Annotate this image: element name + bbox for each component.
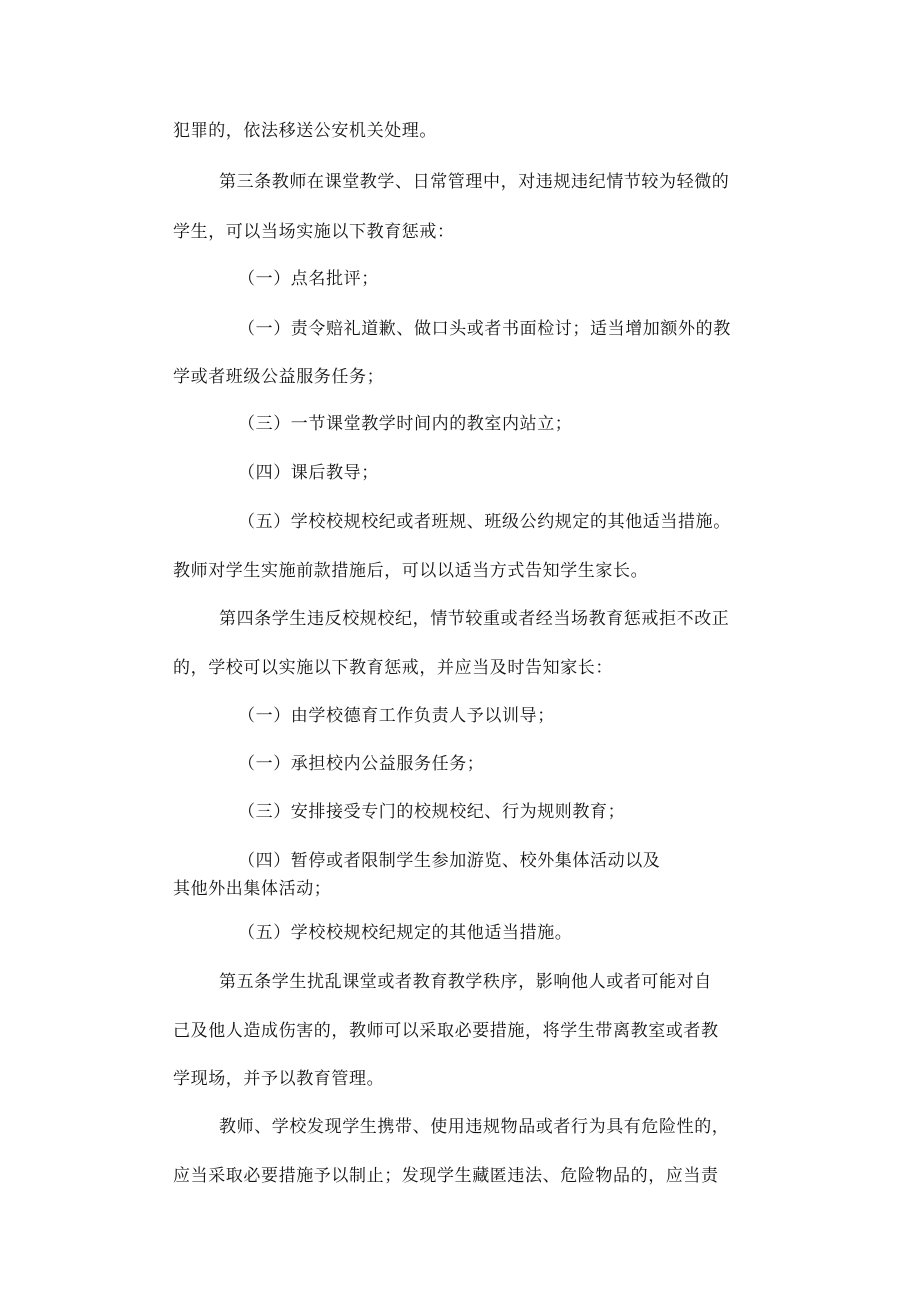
list-item: （三）安排接受专门的校规校纪、行为规则教育；	[238, 802, 626, 822]
list-item: （四）暂停或者限制学生参加游览、校外集体活动以及	[238, 851, 661, 871]
list-item: （三）一节课堂教学时间内的教室内站立；	[238, 414, 573, 434]
list-item: （一）点名批评；	[238, 269, 379, 289]
paragraph-line: 教师对学生实施前款措施后，可以以适当方式告知学生家长。	[173, 561, 649, 581]
list-item: （一）由学校德育工作负责人予以训导；	[238, 706, 555, 726]
paragraph-line: 其他外出集体活动；	[173, 879, 332, 899]
paragraph-line: 己及他人造成伤害的，教师可以采取必要措施，将学生带离教室或者教	[173, 1021, 719, 1041]
paragraph-line: 第四条学生违反校规校纪，情节较重或者经当场教育惩戒拒不改正	[219, 609, 730, 629]
paragraph-line: 第三条教师在课堂教学、日常管理中，对违规违纪情节较为轻微的	[219, 172, 730, 192]
paragraph-line: 犯罪的，依法移送公安机关处理。	[173, 121, 437, 141]
list-item: （四）课后教导；	[238, 463, 379, 483]
list-item: （五）学校校规校纪规定的其他适当措施。	[238, 923, 573, 943]
paragraph-line: 学现场，并予以教育管理。	[173, 1069, 385, 1089]
paragraph-line: 教师、学校发现学生携带、使用违规物品或者行为具有危险性的，	[219, 1117, 730, 1137]
paragraph-line: 第五条学生扰乱课堂或者教育教学秩序，影响他人或者可能对自	[219, 972, 712, 992]
list-item: （一）承担校内公益服务任务；	[238, 754, 485, 774]
paragraph-line: 学生，可以当场实施以下教育惩戒：	[173, 222, 455, 242]
paragraph-line: 学或者班级公益服务任务；	[173, 367, 385, 387]
paragraph-line: 的，学校可以实施以下教育惩戒，并应当及时告知家长：	[173, 658, 613, 678]
list-item: （五）学校校规校纪或者班规、班级公约规定的其他适当措施。	[238, 512, 731, 532]
list-item: （一）责令赔礼道歉、做口头或者书面检讨；适当增加额外的教	[238, 319, 731, 339]
paragraph-line: 应当采取必要措施予以制止；发现学生藏匿违法、危险物品的，应当责	[173, 1166, 719, 1186]
